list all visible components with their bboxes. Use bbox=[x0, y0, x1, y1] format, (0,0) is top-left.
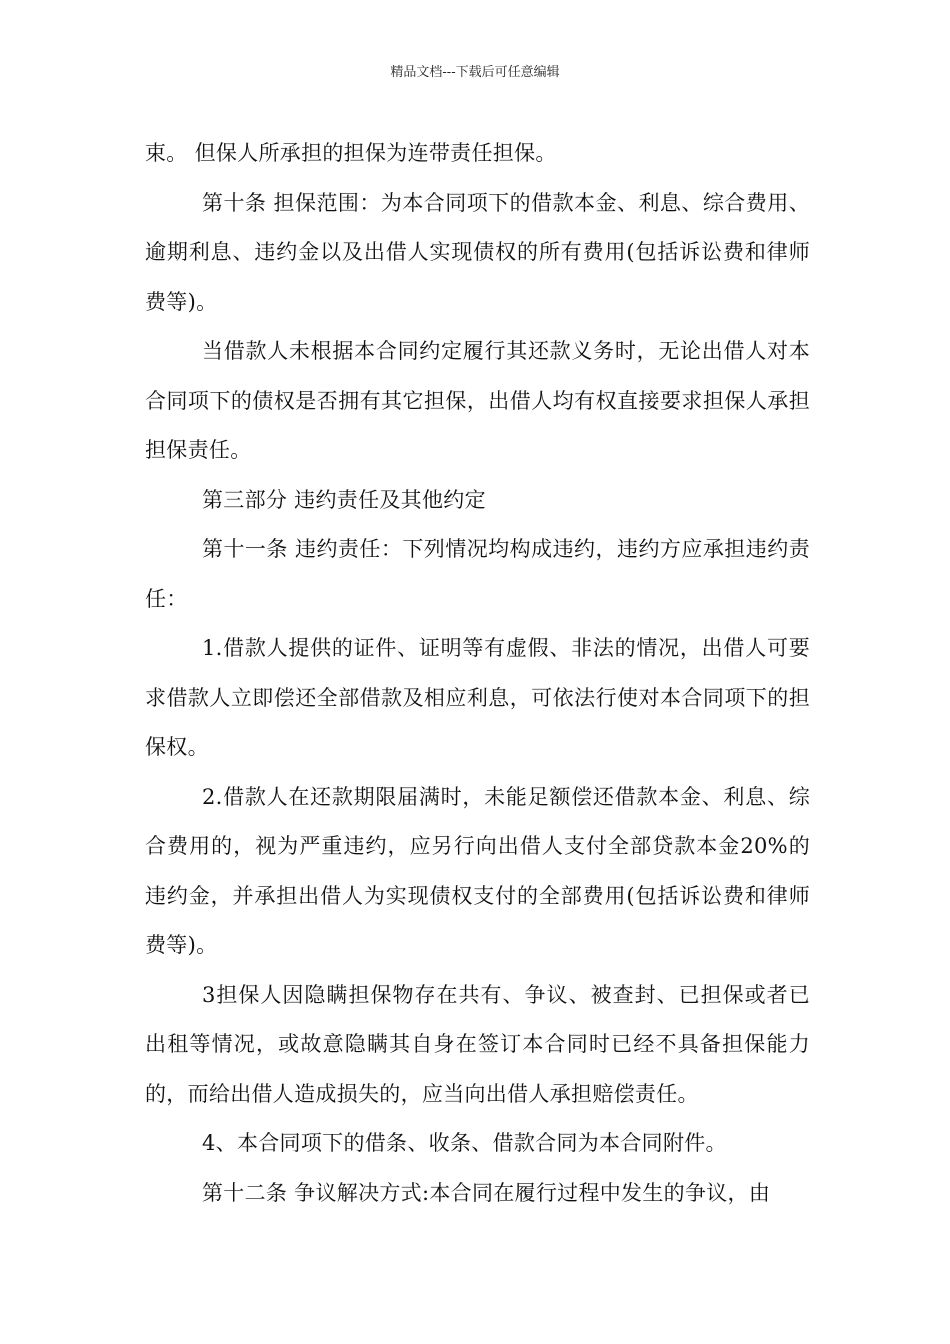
list-item-4: 4、本合同项下的借条、收条、借款合同为本合同附件。 bbox=[202, 1131, 727, 1155]
list-item-3: 3担保人因隐瞒担保物存在共有、争议、被查封、已担保或者已出租等情况，或故意隐瞒其自身在签订本合同时已经不具备担保能力的，而给出借人造成损失的，应当向出借人承担赔偿责任。 bbox=[145, 982, 810, 1106]
paragraph-article-12: 第十二条 争议解决方式:本合同在履行过程中发生的争议，由 bbox=[202, 1180, 771, 1205]
paragraph-continuation: 束。 但保人所承担的担保为连带责任担保。 bbox=[145, 141, 557, 165]
section-heading-part-3: 第三部分 违约责任及其他约定 bbox=[202, 487, 486, 512]
paragraph-article-11: 第十一条 违约责任：下列情况均构成违约，违约方应承担违约责任： bbox=[145, 537, 810, 611]
paragraph-guarantor-liability: 当借款人未根据本合同约定履行其还款义务时，无论出借人对本合同项下的债权是否拥有其它担保，出借人均有权直接要求担保人承担担保责任。 bbox=[145, 339, 810, 462]
page-header: 精品文档---下载后可任意编辑 bbox=[390, 65, 560, 80]
list-item-1: 1.借款人提供的证件、证明等有虚假、非法的情况，出借人可要求借款人立即偿还全部借款及相应利息，可依法行使对本合同项下的担保权。 bbox=[145, 636, 810, 759]
document-body bbox=[145, 129, 810, 1218]
list-item-2: 2.借款人在还款期限届满时，未能足额偿还借款本金、利息、综合费用的，视为严重违约，应另行向出借人支付全部贷款本金20%的违约金，并承担出借人为实现债权支付的全部费用(包括诉讼费和律师费等)。 bbox=[145, 784, 810, 957]
paragraph-article-10: 第十条 担保范围：为本合同项下的借款本金、利息、综合费用、逾期利息、违约金以及出借人实现债权的所有费用(包括诉讼费和律师费等)。 bbox=[145, 190, 810, 314]
